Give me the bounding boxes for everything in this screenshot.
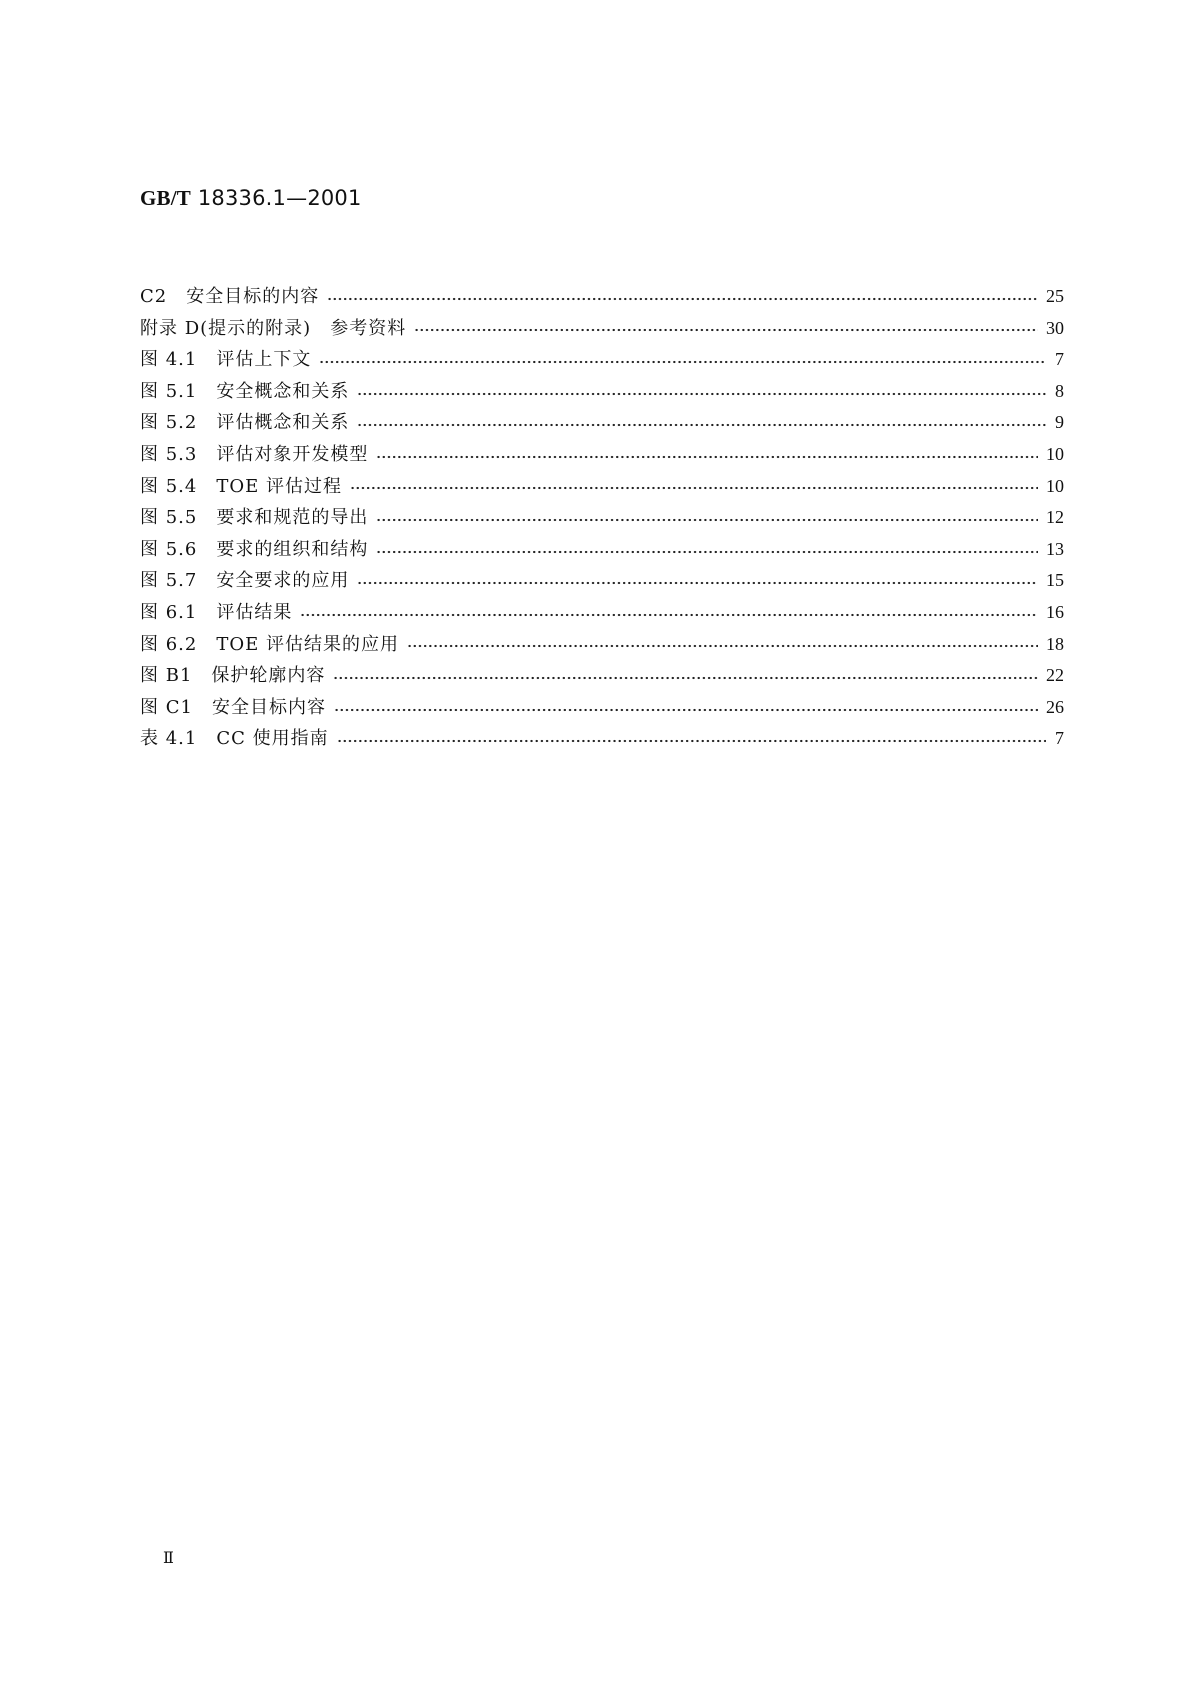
toc-entry-label: 图 B1 保护轮廓内容 (140, 665, 326, 687)
toc-entry-page: 10 (1046, 475, 1064, 496)
toc-entry[interactable] (140, 534, 1064, 566)
toc-entry-page: 7 (1055, 728, 1064, 749)
toc-leader-dots (334, 708, 1038, 712)
toc-leader-dots (357, 392, 1046, 396)
toc-entry-label: 图 5.6 要求的组织和结构 (140, 538, 369, 560)
toc-entry-page: 30 (1046, 317, 1064, 338)
toc-entry-label: 表 4.1 CC 使用指南 (140, 728, 329, 750)
toc-leader-dots (327, 297, 1038, 301)
toc-entry-page: 10 (1046, 443, 1064, 464)
page-number: Ⅱ (163, 1550, 174, 1567)
table-of-contents (140, 281, 1064, 755)
standard-number: 18336.1—2001 (197, 186, 362, 210)
toc-entry[interactable] (140, 565, 1064, 597)
toc-entry-label: 图 5.7 安全要求的应用 (140, 570, 350, 592)
toc-entry-label: 图 4.1 评估上下文 (140, 349, 312, 371)
toc-leader-dots (357, 581, 1038, 585)
toc-entry-page: 15 (1046, 570, 1064, 591)
toc-entry-label: C2 安全目标的内容 (140, 286, 320, 307)
toc-entry-page: 12 (1046, 507, 1064, 528)
toc-entry-label: 附录 D(提示的附录) 参考资料 (140, 317, 407, 339)
toc-leader-dots (376, 518, 1038, 522)
toc-entry-label: 图 C1 安全目标内容 (140, 696, 326, 718)
toc-leader-dots (414, 328, 1038, 332)
toc-entry-page: 7 (1055, 349, 1064, 370)
toc-entry-label: 图 5.3 评估对象开发模型 (140, 443, 369, 465)
toc-entry[interactable] (140, 407, 1064, 439)
toc-entry[interactable] (140, 344, 1064, 376)
toc-entry[interactable] (140, 376, 1064, 408)
toc-entry-label: 图 5.4 TOE 评估过程 (140, 475, 342, 497)
toc-entry-page: 18 (1046, 633, 1064, 654)
toc-entry-label: 图 5.5 要求和规范的导出 (140, 507, 369, 529)
toc-leader-dots (333, 676, 1038, 680)
toc-entry-label: 图 5.2 评估概念和关系 (140, 412, 350, 434)
toc-entry[interactable] (140, 313, 1064, 345)
toc-leader-dots (319, 360, 1046, 364)
toc-entry[interactable] (140, 502, 1064, 534)
toc-entry-page: 26 (1046, 696, 1064, 717)
toc-leader-dots (337, 739, 1046, 743)
toc-entry-page: 25 (1046, 286, 1064, 306)
toc-entry-page: 13 (1046, 538, 1064, 559)
toc-entry-label: 图 5.1 安全概念和关系 (140, 380, 350, 402)
standard-code: GB/T (140, 186, 191, 210)
toc-entry[interactable] (140, 660, 1064, 692)
toc-entry-page: 9 (1055, 412, 1064, 433)
toc-entry[interactable] (140, 692, 1064, 724)
toc-entry[interactable] (140, 281, 1064, 313)
toc-entry-page: 22 (1046, 665, 1064, 686)
toc-entry[interactable] (140, 723, 1064, 755)
toc-leader-dots (357, 423, 1046, 427)
toc-leader-dots (376, 550, 1038, 554)
toc-leader-dots (407, 644, 1038, 648)
toc-entry[interactable] (140, 597, 1064, 629)
toc-leader-dots (350, 486, 1038, 490)
toc-entry[interactable] (140, 439, 1064, 471)
toc-entry-label: 图 6.2 TOE 评估结果的应用 (140, 633, 399, 655)
toc-entry-page: 8 (1055, 380, 1064, 401)
toc-entry-label: 图 6.1 评估结果 (140, 601, 293, 623)
toc-leader-dots (376, 455, 1038, 459)
toc-entry[interactable] (140, 629, 1064, 661)
toc-entry-page: 16 (1046, 601, 1064, 622)
toc-leader-dots (300, 613, 1038, 617)
document-header (140, 186, 362, 211)
toc-entry[interactable] (140, 471, 1064, 503)
